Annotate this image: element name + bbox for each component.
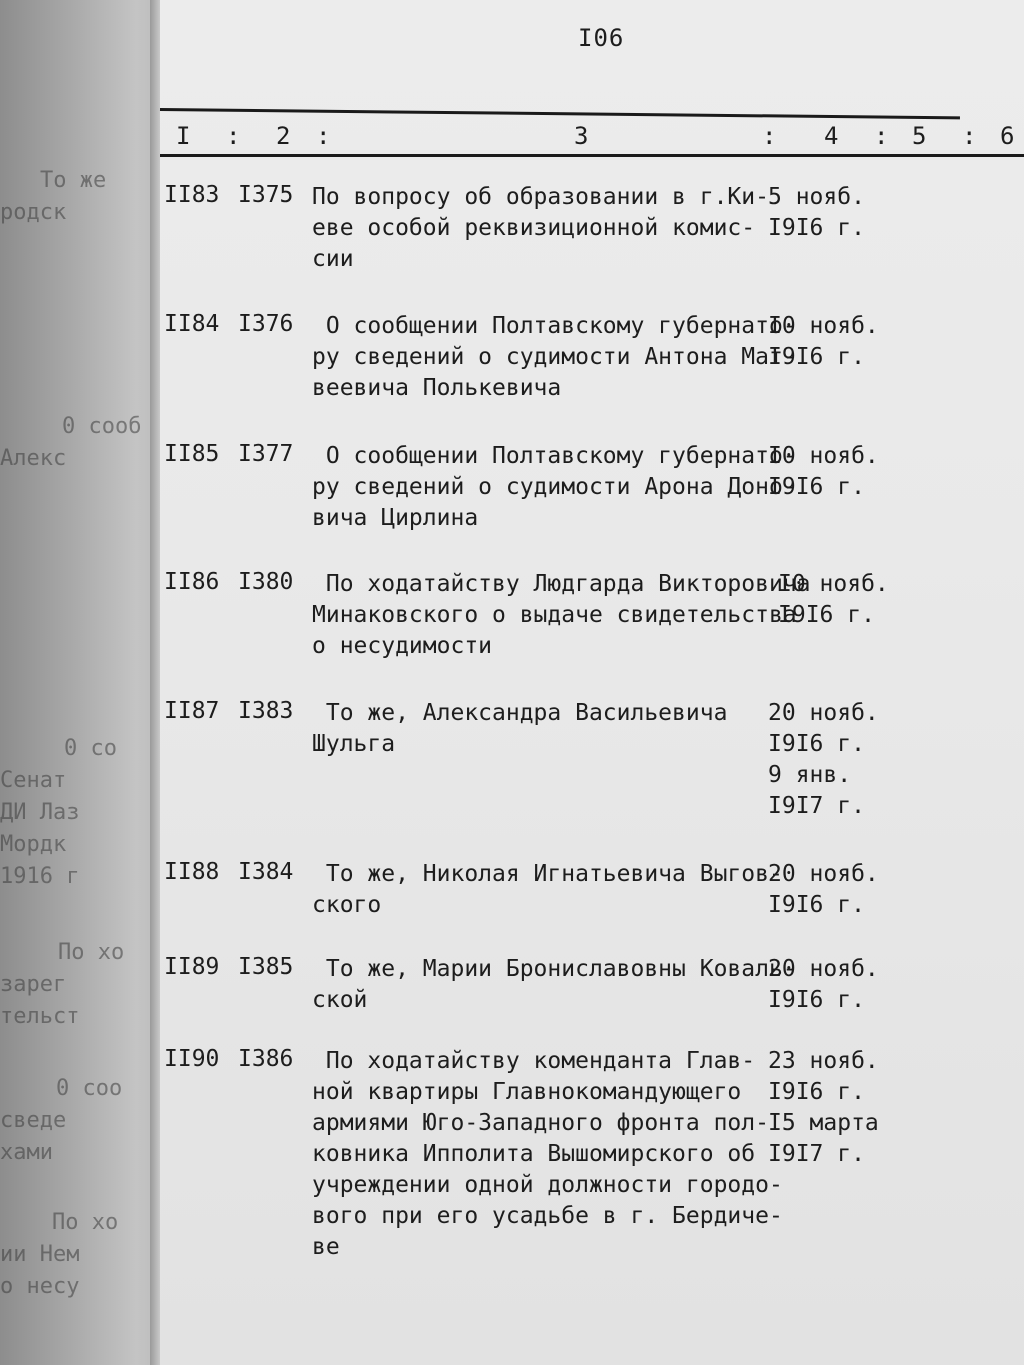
entry-title xyxy=(312,1046,783,1263)
document-page xyxy=(160,0,1024,1365)
entry-dates xyxy=(768,698,898,822)
column-separator: : xyxy=(762,122,777,150)
entry-title xyxy=(312,859,783,921)
entry-title xyxy=(312,311,797,404)
title-line: армиями Юго-Западного фронта пол- xyxy=(312,1110,769,1136)
title-line: По вопросу об образовании в г.Ки- xyxy=(312,184,769,210)
column-separator: : xyxy=(962,122,977,150)
case-number: I386 xyxy=(238,1046,294,1072)
ghost-text: зарег xyxy=(0,972,67,997)
date-line: I9I6 г. xyxy=(768,215,865,241)
ghost-text: ии Нем xyxy=(0,1242,80,1267)
date-line: 9 янв. xyxy=(768,762,852,788)
title-line: вича Цирлина xyxy=(312,505,479,531)
entry-title xyxy=(312,569,811,662)
date-line: 23 нояб. xyxy=(768,1048,879,1074)
entry-dates xyxy=(768,859,898,921)
ghost-text: о несу xyxy=(0,1274,80,1299)
entry-dates xyxy=(768,182,898,244)
title-line: ковника Ипполита Вышомирского об xyxy=(312,1141,756,1167)
entry-number: II83 xyxy=(164,182,220,208)
entry-number: II87 xyxy=(164,698,220,724)
date-line: I9I6 г. xyxy=(768,987,865,1013)
column-header-2: 2 xyxy=(276,122,291,150)
case-number: I384 xyxy=(238,859,294,885)
title-line: То же, Александра Васильевича xyxy=(312,700,728,726)
title-line: О сообщении Полтавскому губернато- xyxy=(312,443,797,469)
date-line: I9I6 г. xyxy=(768,892,865,918)
title-line: ной квартиры Главнокомандующего xyxy=(312,1079,742,1105)
ghost-text: ДИ Лаз xyxy=(0,800,80,825)
title-line: сии xyxy=(312,246,354,272)
entry-dates xyxy=(768,954,898,1016)
entry-number: II84 xyxy=(164,311,220,337)
column-separator: : xyxy=(874,122,889,150)
date-line: I0 нояб. xyxy=(768,313,879,339)
title-line: Минаковского о выдаче свидетельства xyxy=(312,602,797,628)
page-number: I06 xyxy=(578,24,625,52)
entry-title xyxy=(312,441,797,534)
title-line: ру сведений о судимости Арона Доно- xyxy=(312,474,797,500)
entry-dates xyxy=(768,1046,898,1170)
title-line: ской xyxy=(312,987,368,1013)
header-top-rule xyxy=(160,108,960,119)
column-header-3: 3 xyxy=(574,122,589,150)
title-line: ского xyxy=(312,892,382,918)
entry-dates xyxy=(778,569,908,631)
date-line: 20 нояб. xyxy=(768,861,879,887)
title-line: По ходатайству коменданта Глав- xyxy=(312,1048,756,1074)
date-line: I9I6 г. xyxy=(768,474,865,500)
entry-dates xyxy=(768,311,898,373)
date-line: 5 нояб. xyxy=(768,184,865,210)
title-line: О сообщении Полтавскому губернато- xyxy=(312,313,797,339)
title-line: вого при его усадьбе в г. Бердиче- xyxy=(312,1203,783,1229)
date-line: 20 нояб. xyxy=(768,956,879,982)
title-line: учреждении одной должности городо- xyxy=(312,1172,783,1198)
date-line: 20 нояб. xyxy=(768,700,879,726)
entry-number: II89 xyxy=(164,954,220,980)
ghost-text: 1916 г xyxy=(0,864,80,889)
ghost-text: По хо xyxy=(58,940,125,965)
ghost-text: родск xyxy=(0,200,67,225)
case-number: I375 xyxy=(238,182,294,208)
entry-dates xyxy=(768,441,898,503)
title-line: Шульга xyxy=(312,731,396,757)
ghost-text: Мордк xyxy=(0,832,67,857)
ghost-text: хами xyxy=(0,1140,53,1165)
entry-title xyxy=(312,954,797,1016)
date-line: I9I7 г. xyxy=(768,793,865,819)
date-line: I9I6 г. xyxy=(768,1079,865,1105)
case-number: I385 xyxy=(238,954,294,980)
date-line: I5 марта xyxy=(768,1110,879,1136)
entry-number: II90 xyxy=(164,1046,220,1072)
case-number: I376 xyxy=(238,311,294,337)
date-line: I9I6 г. xyxy=(778,602,875,628)
ghost-text: Алекс xyxy=(0,446,67,471)
entry-number: II86 xyxy=(164,569,220,595)
title-line: То же, Николая Игнатьевича Выгов- xyxy=(312,861,783,887)
header-bottom-rule xyxy=(160,154,1024,157)
date-line: I9I6 г. xyxy=(768,731,865,757)
entry-title xyxy=(312,698,772,760)
column-header-4: 4 xyxy=(824,122,839,150)
title-line: По ходатайству Людгарда Викторовича xyxy=(312,571,811,597)
title-line: То же, Марии Брониславовны Коваль- xyxy=(312,956,797,982)
column-header-1: I xyxy=(176,122,191,150)
column-separator: : xyxy=(226,122,241,150)
title-line: о несудимости xyxy=(312,633,493,659)
entry-number: II85 xyxy=(164,441,220,467)
date-line: I9I6 г. xyxy=(768,344,865,370)
ghost-text: сведе xyxy=(0,1108,67,1133)
column-header-6: 6 xyxy=(1000,122,1015,150)
case-number: I380 xyxy=(238,569,294,595)
case-number: I383 xyxy=(238,698,294,724)
ghost-text: тельст xyxy=(0,1004,80,1029)
column-separator: : xyxy=(316,122,331,150)
title-line: ру сведений о судимости Антона Мат- xyxy=(312,344,797,370)
previous-page-edge xyxy=(0,0,160,1365)
title-line: ве xyxy=(312,1234,340,1260)
ghost-text: Сенат xyxy=(0,768,67,793)
ghost-text: По хо xyxy=(52,1210,119,1235)
column-header-5: 5 xyxy=(912,122,927,150)
case-number: I377 xyxy=(238,441,294,467)
title-line: еве особой реквизиционной комис- xyxy=(312,215,756,241)
date-line: I0 нояб. xyxy=(778,571,889,597)
ghost-text: 0 со xyxy=(64,736,117,761)
date-line: I9I7 г. xyxy=(768,1141,865,1167)
date-line: I0 нояб. xyxy=(768,443,879,469)
ghost-text: 0 соо xyxy=(56,1076,123,1101)
entry-title xyxy=(312,182,772,275)
ghost-text: То же xyxy=(40,168,107,193)
entry-number: II88 xyxy=(164,859,220,885)
ghost-text: 0 сооб xyxy=(62,414,142,439)
title-line: веевича Полькевича xyxy=(312,375,562,401)
